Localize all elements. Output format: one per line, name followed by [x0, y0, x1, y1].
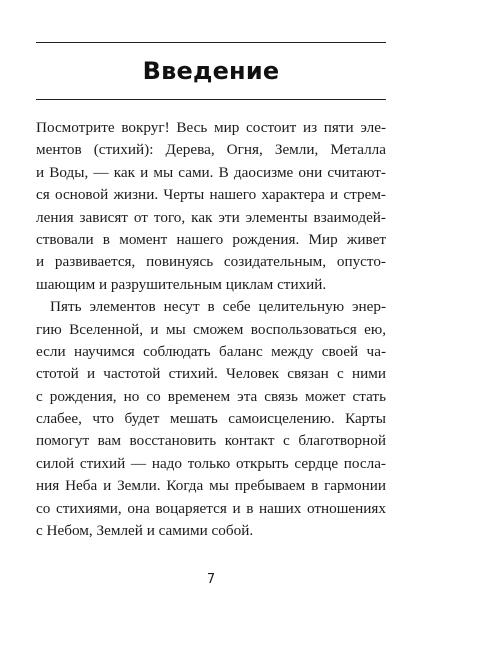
title-top-rule [36, 42, 386, 43]
title-bottom-rule [36, 99, 386, 100]
text-line: с рождения, но со временем эта связь может стать [36, 387, 386, 405]
text-line: со стихиями, она воцаряется и в наших отношениях [36, 499, 386, 517]
text-line: и Воды, — как и мы сами. В даосизме они считают- [36, 163, 386, 181]
text-line: Пять элементов несут в себе целительную энер- [50, 298, 386, 316]
text-line: ся основой жизни. Черты нашего характера и стрем- [36, 186, 386, 204]
text-line: ния Неба и Земли. Когда мы пребываем в гармонии [36, 477, 386, 495]
text-line: и развивается, повинуясь созидательным, опусто- [36, 253, 386, 271]
body-text [36, 117, 386, 542]
text-line: шающим и разрушительным циклам стихий. [36, 275, 327, 293]
text-line: стотой и частотой стихий. Человек связан с ними [36, 365, 386, 383]
page-number: 7 [206, 572, 216, 587]
text-line: с Небом, Землей и самими собой. [36, 522, 254, 540]
text-line: ствовали в момент нашего рождения. Мир живет [36, 230, 386, 248]
text-line: силой стихий — надо только открыть сердце посла- [36, 454, 386, 472]
chapter-title: Введение [142, 57, 280, 85]
text-line: гию Вселенной, и мы сможем воспользоваться ею, [36, 320, 386, 338]
paragraph-2 [36, 296, 386, 542]
text-line: ления зависят от того, как эти элементы взаимодей- [36, 208, 386, 226]
text-line: слабее, что будет мешать самоисцелению. Карты [36, 410, 386, 428]
text-line: Посмотрите вокруг! Весь мир состоит из пяти эле- [36, 119, 386, 136]
text-line: помогут вам восстановить контакт с благотворной [36, 432, 386, 450]
text-line: если научимся соблюдать баланс между своей ча- [36, 342, 386, 360]
paragraph-1 [36, 117, 386, 296]
text-line: ментов (стихий): Дерева, Огня, Земли, Металла [36, 141, 386, 159]
